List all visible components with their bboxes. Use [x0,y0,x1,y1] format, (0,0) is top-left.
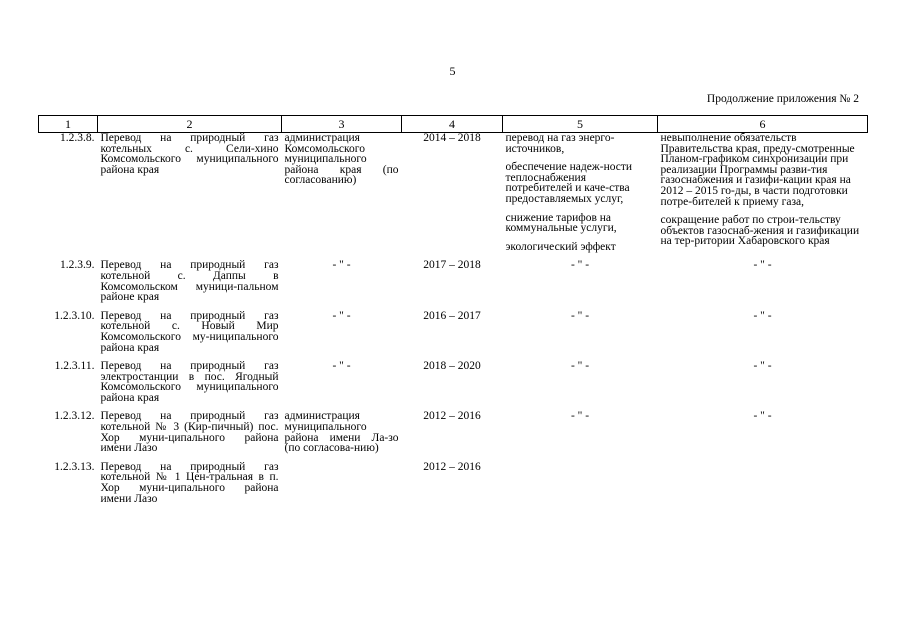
responsible-party [282,462,402,512]
measure-number: 1.2.3.10. [54,309,95,322]
measure-name: Перевод на природный газ котельной № 1 Цен-тральная в п. Хор муни-ципального района имени Лазо [100,460,279,505]
implementation-period: 2018 – 2020 [423,360,481,373]
expected-results: - " - [570,360,590,373]
risk-consequences [658,133,868,261]
risk-consequences: - " - [753,309,772,322]
measure-number: 1.2.3.12. [54,410,95,423]
measure-number: 1.2.3.13. [54,460,95,473]
expected-results: - " - [570,410,590,423]
measure-name: Перевод на природный газ котельной с. Даппы в Комсомольском муници-пальном районе края [100,259,279,304]
responsible-party: - " - [332,259,351,272]
responsible-party: - " - [332,360,351,373]
responsible-party: администрация Комсомольского муниципального района края (по согласованию) [284,132,399,187]
result-item: снижение тарифов на коммунальные услуги, [505,211,617,235]
result-item: экологический эффект [505,240,616,253]
result-item: перевод на газ энерго-источников, [505,132,615,155]
risk-item: сокращение работ по строи-тельству объектов газоснаб-жения и газификации на тер-ритории Хабаровского края [660,214,860,248]
table-row [39,411,868,461]
responsible-party: администрация муниципального района имени Ла-зо (по согласова-нию) [284,410,399,455]
implementation-period: 2012 – 2016 [423,410,481,423]
result-item: обеспечение надеж-ности теплоснабжения потребителей и каче-ства предоставляемых услуг, [505,161,633,205]
measure-number: 1.2.3.8. [60,132,95,144]
measures-table [38,115,868,512]
column-header-1: 1 [39,116,98,133]
implementation-period: 2016 – 2017 [423,309,481,322]
measure-name: Перевод на природный газ котельной с. Новый Мир Комсомольского му-ниципального района края [100,309,279,354]
table-row [39,260,868,310]
table-row [39,311,868,361]
measure-name: Перевод на природный газ котельной № 3 (Кир-пичный) пос. Хор муни-ципального района имени Лазо [100,410,279,455]
column-header-6: 6 [658,116,868,133]
expected-results [503,133,658,261]
risk-consequences [658,462,868,512]
column-header-3: 3 [282,116,402,133]
expected-results: - " - [570,309,590,322]
measure-name: Перевод на природный газ котельных с. Сели-хино Комсомольского муниципального района края [100,132,279,176]
risk-consequences: - " - [753,410,772,423]
column-number-row [39,116,868,133]
measure-name: Перевод на природный газ электростанции в пос. Ягодный Комсомольского муниципального района края [100,360,279,404]
measure-number: 1.2.3.11. [54,360,95,373]
implementation-period: 2012 – 2016 [423,460,481,473]
risk-consequences: - " - [753,259,772,272]
appendix-continuation-label: Продолжение приложения № 2 [706,93,859,105]
measure-number: 1.2.3.9. [60,259,95,272]
table-row [39,133,868,261]
risk-item: невыполнение обязательств Правительства края, преду-смотренные Планом-графиком синхронизации при реализации Программы разви-тия газоснабжения и газифи-кации края на 2012 – 2015 го-ды, в части подготовки потре-бителей к приему газа, [660,132,855,208]
column-header-4: 4 [402,116,503,133]
responsible-party: - " - [332,309,351,322]
page-number: 5 [449,64,456,78]
column-header-2: 2 [98,116,282,133]
expected-results: - " - [570,259,590,272]
column-header-5: 5 [503,116,658,133]
implementation-period: 2017 – 2018 [423,259,481,272]
table-row [39,462,868,512]
expected-results [503,462,658,512]
table-row [39,361,868,411]
implementation-period: 2014 – 2018 [423,132,481,144]
risk-consequences: - " - [753,360,772,373]
